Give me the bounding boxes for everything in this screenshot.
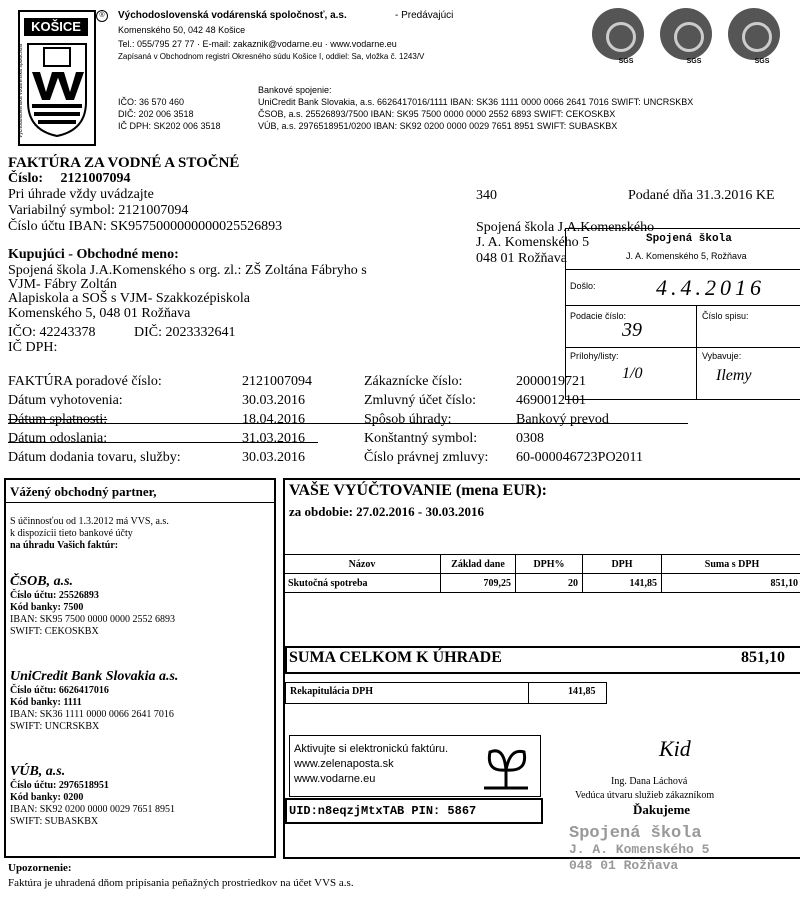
bank-swift: SWIFT: SUBASKBX	[10, 816, 99, 827]
ad-link[interactable]: www.vodarne.eu	[294, 773, 376, 785]
seller-label: - Predávajúci	[395, 10, 454, 21]
buyer-line: Komenského 5, 048 01 Rožňava	[8, 306, 191, 321]
table-header: Základ dane	[441, 555, 516, 574]
table-header: DPH	[583, 555, 662, 574]
stamp-divider	[696, 305, 697, 399]
stamp-divider	[566, 305, 800, 306]
intro-line: na úhradu Vašich faktúr:	[10, 540, 119, 551]
details-left-labels	[8, 372, 181, 467]
logo-city: KOŠICE	[24, 18, 88, 36]
billing-title: VAŠE VYÚČTOVANIE (mena EUR):	[289, 482, 547, 499]
detail-label: Konštantný symbol:	[364, 431, 478, 446]
buyer-line: VJM- Fábry Zoltán	[8, 277, 117, 292]
detail-value: Bankový prevod	[516, 412, 609, 427]
seller-dic: DIČ: 202 006 3518	[118, 109, 194, 119]
notice-text: Faktúra je uhradená dňom pripísania peňažných prostriedkov na účet VVS a.s.	[8, 877, 354, 889]
table-header-row	[284, 555, 800, 574]
cert-label: SGS	[754, 58, 770, 65]
stamp-divider	[566, 347, 800, 348]
bank-line: VÚB, a.s. 2976518951/0200 IBAN: SK92 0200 0000 0029 7651 8951 SWIFT: SUBASKBX	[258, 121, 618, 131]
invoice-number-label: Číslo:	[8, 171, 43, 186]
leaf-icon	[480, 742, 532, 792]
variable-symbol: Variabilný symbol: 2121007094	[8, 203, 189, 218]
stamp-attach-label: Prílohy/listy:	[570, 351, 619, 361]
detail-label: Dátum odoslania:	[8, 431, 108, 446]
stamp-received-date: 4.4.2016	[656, 275, 765, 300]
bank-code: Kód banky: 1111	[10, 697, 82, 708]
stamp-line: 048 01 Rožňava	[569, 858, 679, 873]
school-stamp	[569, 826, 709, 874]
detail-label: Dátum dodania tovaru, služby:	[8, 450, 181, 465]
signer-name: Ing. Dana Láchová	[611, 776, 688, 787]
shield-icon	[26, 42, 88, 138]
route-code: 340	[476, 188, 497, 203]
seller-icdph: IČ DPH: SK202 006 3518	[118, 121, 221, 131]
detail-label: Zákaznícke číslo:	[364, 374, 463, 389]
stamp-divider	[566, 269, 800, 270]
detail-value: 31.03.2016	[242, 431, 305, 446]
signer-role: Vedúca útvaru služieb zákazníkom	[575, 790, 715, 801]
bank-iban: IBAN: SK36 1111 0000 0066 2641 7016	[10, 709, 174, 720]
uid-pin: UID:n8eqzjMtxTAB PIN: 5867	[285, 798, 543, 824]
certification-icon	[660, 8, 712, 60]
stamp-line: J. A. Komenského 5	[569, 842, 710, 857]
table-row	[284, 574, 800, 593]
detail-value: 0308	[516, 431, 544, 446]
bank-entry	[10, 574, 175, 638]
partner-greeting: Vážený obchodný partner,	[10, 484, 157, 499]
thanks: Ďakujeme	[633, 802, 691, 817]
invoice-number-row	[8, 170, 131, 187]
company-address: Komenského 50, 042 48 Košice	[118, 25, 246, 35]
detail-value: 18.04.2016	[242, 412, 305, 427]
buyer-dic: DIČ: 2023332641	[134, 325, 236, 340]
ad-text	[294, 742, 448, 787]
stamp-reg-number: 39	[622, 319, 642, 341]
invoice-number: 2121007094	[60, 171, 131, 186]
detail-value: 2121007094	[242, 374, 312, 389]
stamp-reg-label: Podacie číslo:	[570, 311, 627, 321]
buyer-heading: Kupujúci - Obchodné meno:	[8, 247, 179, 262]
seller-ico: IČO: 36 570 460	[118, 97, 185, 107]
cell-divider	[528, 683, 529, 703]
invoice-title: FAKTÚRA ZA VODNÉ A STOČNÉ	[8, 155, 240, 171]
bank-line: ČSOB, a.s. 25526893/7500 IBAN: SK95 7500 0000 0000 2552 6893 SWIFT: CEKOSKBX	[258, 109, 616, 119]
bank-name: VÚB, a.s.	[10, 764, 66, 779]
cert-label: SGS	[618, 58, 634, 65]
strike-line	[8, 423, 688, 424]
intro-line: S účinnosťou od 1.3.2012 má VVS, a.s.	[10, 516, 169, 527]
stamp-school: Spojená škola	[646, 233, 732, 245]
company-registry: Zapísaná v Obchodnom registri Okresného súdu Košice I, oddiel: Sa, vložka č. 1243/V	[118, 52, 425, 61]
bank-swift: SWIFT: CEKOSKBX	[10, 626, 99, 637]
ad-link[interactable]: www.zelenaposta.sk	[294, 758, 394, 770]
company-logo	[18, 10, 96, 146]
notice-title: Upozornenie:	[8, 862, 72, 874]
registered-icon: ®	[96, 10, 108, 22]
buyer-icdph: IČ DPH:	[8, 340, 58, 355]
details-right-labels	[364, 372, 488, 467]
table-cell: 20	[516, 574, 583, 593]
certification-icon	[592, 8, 644, 60]
detail-value: 60-000046723PO2011	[516, 450, 644, 465]
table-cell: 851,10	[662, 574, 800, 593]
bank-entry	[10, 669, 178, 733]
stamp-file-label: Číslo spisu:	[702, 311, 749, 321]
total-label: SUMA CELKOM K ÚHRADE	[289, 649, 502, 666]
seller-ids	[118, 96, 221, 132]
vat-amount: 141,85	[568, 686, 596, 697]
table-header: Suma s DPH	[662, 555, 800, 574]
company-contact: Tel.: 055/795 27 77 · E-mail: zakaznik@vodarne.eu · www.vodarne.eu	[118, 39, 397, 49]
detail-value: 2000019721	[516, 374, 586, 389]
mailing-line: 048 01 Rožňava	[476, 251, 567, 266]
billing-table	[283, 554, 800, 593]
cert-label: SGS	[686, 58, 702, 65]
buyer-line: Alapiskola a SOŠ s VJM- Szakkozépiskola	[8, 291, 250, 306]
mailing-line: J. A. Komenského 5	[476, 235, 590, 250]
box-divider	[6, 502, 274, 503]
detail-label: Dátum splatnosti:	[8, 412, 108, 427]
detail-label: Dátum vyhotovenia:	[8, 393, 123, 408]
bank-iban: IBAN: SK92 0200 0000 0029 7651 8951	[10, 804, 176, 815]
seller-bank-block	[258, 84, 693, 132]
detail-value: 30.03.2016	[242, 450, 305, 465]
bank-line: UniCredit Bank Slovakia, a.s. 6626417016/1111 IBAN: SK36 1111 0000 0066 2641 7016 SWIFT: UNCRSKBX	[258, 97, 694, 107]
billing-period: za obdobie: 27.02.2016 - 30.03.2016	[289, 504, 484, 519]
buyer-ico: IČO: 42243378	[8, 325, 96, 340]
vat-recap	[285, 682, 607, 704]
detail-value: 30.03.2016	[242, 393, 305, 408]
intro-line: k dispozícii tieto bankové účty	[10, 528, 133, 539]
stamp-handler-label: Vybavuje:	[702, 351, 742, 361]
bank-iban: IBAN: SK95 7500 0000 0000 2552 6893	[10, 614, 176, 625]
partner-intro	[10, 516, 169, 552]
detail-value: 4690012101	[516, 393, 586, 408]
total-amount: 851,10	[741, 649, 785, 666]
certification-icon	[728, 8, 780, 60]
stamp-handler: Ilemy	[716, 367, 752, 384]
table-cell: Skutočná spotreba	[284, 574, 441, 593]
mailing-line: Spojená škola J.A.Komenského	[476, 220, 655, 235]
buyer-line: Spojená škola J.A.Komenského s org. zl.: ZŠ Zoltána Fábryho s	[8, 263, 367, 278]
table-cell: 709,25	[441, 574, 516, 593]
logo-vertical-text: Východoslovenská vodárenská spoločnosť	[18, 43, 24, 138]
strike-line	[8, 442, 318, 443]
stamp-received-label: Došlo:	[570, 281, 596, 291]
detail-label: Číslo právnej zmluvy:	[364, 450, 489, 465]
bank-title: Bankové spojenie:	[258, 85, 332, 95]
bank-entry	[10, 764, 175, 828]
details-right-values	[516, 372, 643, 467]
bank-info-box	[4, 478, 276, 858]
billing-box	[283, 478, 800, 873]
detail-label: FAKTÚRA poradové číslo:	[8, 374, 162, 389]
bank-code: Kód banky: 7500	[10, 602, 84, 613]
table-cell: 141,85	[583, 574, 662, 593]
company-name: Východoslovenská vodárenská spoločnosť, a.s.	[118, 10, 347, 21]
payment-note: Pri úhrade vždy uvádzajte	[8, 187, 154, 202]
stamp-attach: 1/0	[622, 365, 643, 382]
detail-label: Zmluvný účet číslo:	[364, 393, 476, 408]
table-header: DPH%	[516, 555, 583, 574]
bank-account: Číslo účtu: 25526893	[10, 590, 99, 601]
bank-account: Číslo účtu: 2976518951	[10, 780, 109, 791]
total-box	[285, 646, 800, 674]
bank-swift: SWIFT: UNCRSKBX	[10, 721, 100, 732]
detail-label: Spôsob úhrady:	[364, 412, 452, 427]
posted-date: Podané dňa 31.3.2016 KE	[628, 188, 775, 203]
bank-code: Kód banky: 0200	[10, 792, 84, 803]
ad-line: Aktivujte si elektronickú faktúru.	[294, 743, 449, 755]
e-invoice-ad	[289, 735, 541, 797]
signature-mark: Kid	[659, 736, 691, 761]
details-left-values	[242, 372, 312, 467]
bank-name: ČSOB, a.s.	[10, 574, 74, 589]
account-iban: Číslo účtu IBAN: SK9575000000000025526893	[8, 219, 283, 234]
vat-label: Rekapitulácia DPH	[290, 686, 374, 697]
table-header: Názov	[284, 555, 441, 574]
stamp-address: J. A. Komenského 5, Rožňava	[626, 251, 747, 261]
bank-account: Číslo účtu: 6626417016	[10, 685, 109, 696]
stamp-line: Spojená škola	[569, 824, 702, 843]
bank-name: UniCredit Bank Slovakia a.s.	[10, 669, 179, 684]
